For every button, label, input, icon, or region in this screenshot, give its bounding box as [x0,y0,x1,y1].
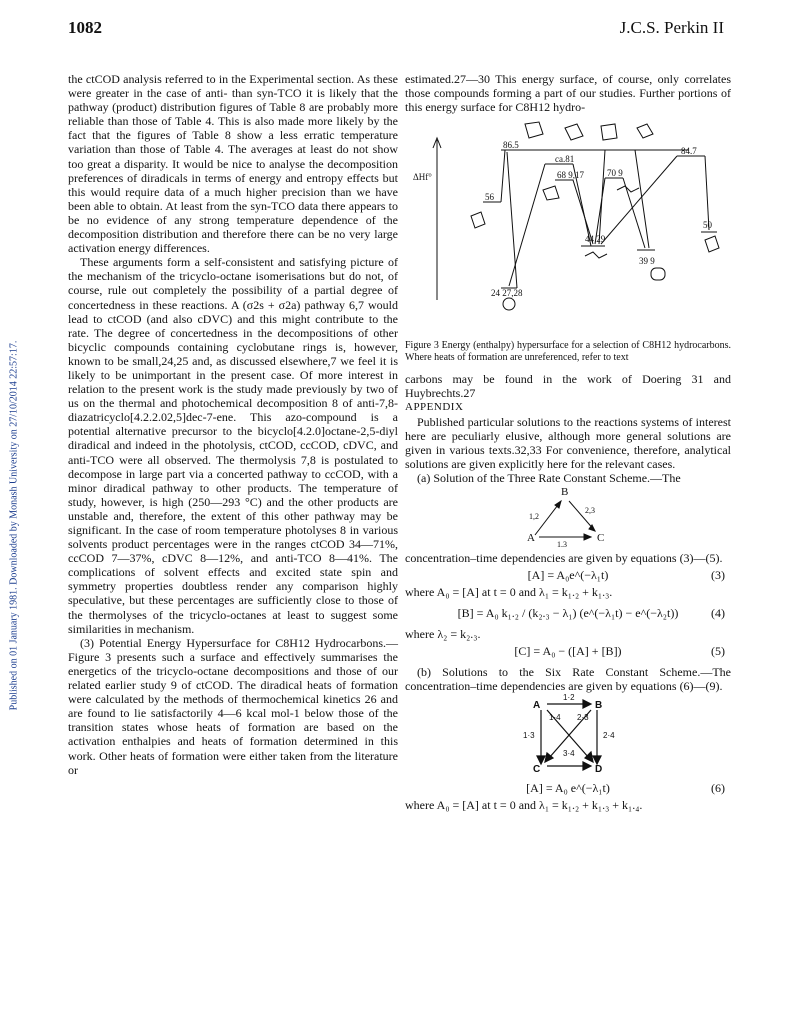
rate-label: 2,3 [585,506,595,516]
species-b: B [561,486,569,499]
species-c: C [533,763,541,775]
paragraph: (a) Solution of the Three Rate Constant Scheme.—The [417,470,681,485]
axis-label: ΔHf° [413,172,432,183]
equation-4: [B] = A₀ k₁.₂ / (k₂.₃ − λ₁) (e^(−λ₁t) − e^(−λ₂t)) (4) [405,599,731,627]
page-number: 1082 [68,18,102,37]
level-label: 84.7 [681,146,697,157]
species-b: B [595,699,603,711]
level-label: 24 27,28 [491,288,523,299]
paragraph: Published particular solutions to the reactions systems of interest here are peculiarly elusive, although more general solutions are given in various texts.32,33 For convenience, therefore, analytical solutions are given explicitly here for the relevant cases. [405,414,731,471]
paragraph: These arguments form a self-consistent and satisfying picture of the mechanism of the tricyclo-octane isomerisations but do not, of course, rule out completely the possibility of a partial degree of concertedness in these reactions. A (σ2s + σ2a) pathway 6,7 would lead to ctCOD (and also cDVC) and this might contribute to the rate. The degree of concertedness in the decompositions of other bicyclic compounds containing cyclobutane rings is, however, known to be small,24,25 and, as discussed elsewhere,7 we feel it is likely to be unimportant in the present case. Of more interest in relation to the present work is the study made previously by two of us on the thermal and photochemical decomposition 8 of anti-7,8-diazatricyclo[4.2.2.02,5]dec-7-ene. This azo-compound is a potential alternative precursor to the bicyclo[4.2.0]octane-2,5-diyl diradical and indeed in the photolysis, ctCOD, ccCOD, cDVC, and anti-TCO were all observed. The thermolysis 7,8 is postulated to decompose in large part via a concerted pathway to ccCOD, with a minor diradical pathway to other products. The temperature of study, however, is high (250—293 °C) and the other products are unstable and, therefore, the extent of this other pathway may be significant. In the case of room temperature photolyses 8 in various solvents product percentages were in the ranges ctCOD 34—71%, ccCOD 7—37%, cDVC 8—12%, and anti-TCO 8—41%. The complications of solvent effects and excited state spin and symmetry properties doubtless render any comparison highly speculative, but these percentages are sufficiently close to those of the thermolyses of the tricyclo-octanes at least to suggest some similarities in mechanism. [68,255,398,636]
rate-label: 1·3 [523,730,535,740]
paragraph: where λ₂ = k₂.₃. [405,627,481,642]
level-label: 50 [703,220,712,231]
rate-label: 1·4 [549,712,561,722]
equation-number: (5) [711,644,725,659]
figure-caption: Figure 3 Energy (enthalpy) hypersurface for a selection of C8H12 hydrocarbons. Where heats of formation are unreferenced, refer to text [405,340,731,364]
level-label: 44 29 [585,234,606,245]
species-a: A [533,699,541,711]
equation-number: (3) [711,568,725,583]
three-rate-scheme [405,485,731,547]
level-label: 56 [485,192,494,203]
right-column [405,72,731,812]
paragraph: the ctCOD analysis referred to in the Experimental section. As these were greater in the case of anti- than syn-TCO it is likely that the pathway (product) distribution figures of Table 8 are probably more reliable than those of Table 4. This is also made more likely by the fact that the figures of Table 8 show a less erratic temperature variation than those of Table 4. The averages at least do not show too great a disparity. It would be nice to analyse the decomposition preferences of diradicals in terms of energy and entropy effects but this would require data of a much higher precision than we have been able to obtain. At least from the syn-TCO data there appears to be no evidence of any strong temperature dependence of the decomposition distribution and therefore there can be no very large activation energy differences. [68,72,398,256]
equation-number: (6) [711,780,725,795]
paragraph: where A₀ = [A] at t = 0 and λ₁ = k₁.₂ + k₁.₃. [405,585,613,600]
paragraph: carbons may be found in the work of Doering 31 and Huybrechts.27 [405,372,731,401]
level-label: 39 9 [639,256,655,267]
rate-label: 2·3 [577,712,589,722]
figure-3 [405,120,731,340]
level-label: 86.5 [503,140,519,151]
paragraph: estimated.27—30 This energy surface, of course, only correlates those compounds forming a part of our studies. Further portions of this energy surface for C8H12 hydro- [405,72,731,115]
section-heading: APPENDIX [405,401,464,414]
rate-label: 1,2 [529,512,539,522]
journal-title: J.C.S. Perkin II [619,18,724,37]
left-column [68,72,398,777]
watermark-text: Published on 01 January 1981. Downloaded by Monash University on 27/10/2014 22:57:17. [8,340,20,711]
equation-number: (4) [711,606,725,621]
paragraph: concentration–time dependencies are given by equations (3)—(5). [405,551,723,566]
species-a: A [527,532,535,545]
species-d: D [595,763,603,775]
paragraph: where A₀ = [A] at t = 0 and λ₁ = k₁.₂ + k₁.₃ + k₁.₄. [405,797,643,812]
download-watermark [4,210,18,850]
level-label: 70 9 [607,168,623,179]
rate-label: 1,3 [557,540,567,548]
paragraph: (b) Solutions to the Six Rate Constant Scheme.—The concentration–time dependencies are given by equations (6)—(9). [405,665,731,694]
equation-5: [C] = A₀ − ([A] + [B]) (5) [405,641,731,661]
rate-label: 1·2 [563,693,575,702]
equation-6: [A] = A₀ e^(−λ₁t) (6) [405,778,731,798]
level-label: ca.81 [555,154,575,165]
level-label: 68 9,17 [557,170,584,181]
equation-3: [A] = A₀e^(−λ₁t) (3) [405,565,731,585]
rate-label: 2·4 [603,730,615,740]
six-rate-scheme [405,694,731,778]
paragraph: (3) Potential Energy Hypersurface for C8H12 Hydrocarbons.—Figure 3 presents such a surface and effectively summarises the energetics of the tricyclo-octane decompositions and those of our related earlier study 9 of ctCOD. The diradical heats of formation were calculated by the methods of thermochemical kinetics 26 and are found to lie satisfactorily 4—6 kcal mol-1 below those of the transition states whose heats of formation are based on the activation enthalpies and heats of formation determined in this work. Other heats of formation were either taken from the literature or [68,635,398,777]
species-c: C [597,532,605,545]
energy-hypersurface-diagram [405,120,731,340]
rate-label: 3·4 [563,748,575,758]
